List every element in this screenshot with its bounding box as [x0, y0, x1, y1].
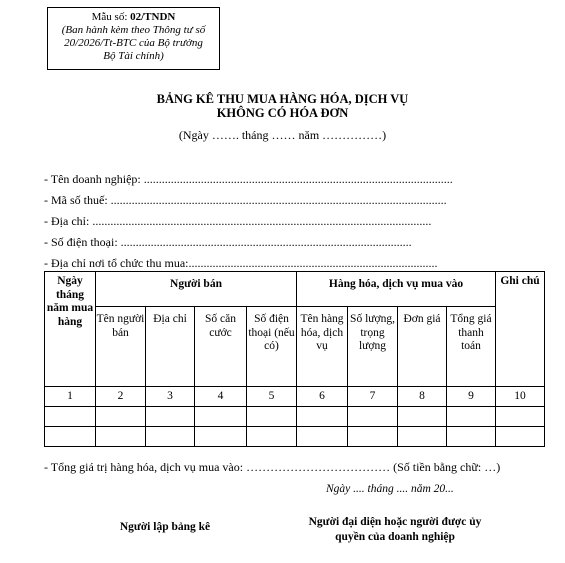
column-number: 4: [195, 387, 247, 407]
table-cell: [96, 427, 146, 447]
table-cell: [195, 427, 247, 447]
form-code: Mẫu số: 02/TNDN: [91, 11, 176, 23]
col-header-seller-id: Số căn cước: [195, 307, 247, 387]
signer-representative: [290, 515, 500, 545]
form-code-box: [47, 7, 220, 70]
group-header-seller: Người bán: [96, 272, 297, 307]
column-number: 5: [247, 387, 297, 407]
table-cell: [348, 407, 398, 427]
table-cell: [398, 407, 447, 427]
table-cell: [496, 427, 545, 447]
table-cell: [195, 407, 247, 427]
table-cell: [247, 427, 297, 447]
table-cell: [496, 407, 545, 427]
table-cell: [398, 427, 447, 447]
purchase-table: [44, 271, 545, 447]
table-cell: [297, 407, 348, 427]
field-company-name: - Tên doanh nghiệp: .......................................................................................................: [44, 172, 453, 186]
col-header-unit-price: Đơn giá: [398, 307, 447, 387]
column-number: 2: [96, 387, 146, 407]
col-header-total: Tổng giá thanh toán: [447, 307, 496, 387]
table-cell: [146, 407, 195, 427]
field-address: - Địa chỉ: .................................................................................................................: [44, 214, 432, 228]
table-row: [45, 427, 545, 447]
column-number-row: [45, 387, 545, 407]
table-row: [45, 407, 545, 427]
table-cell: [45, 427, 96, 447]
form-issued-line3: Bộ Tài chính): [103, 50, 164, 62]
signer-representative-line2: quyền của doanh nghiệp: [335, 531, 455, 543]
table-cell: [96, 407, 146, 427]
column-number: 1: [45, 387, 96, 407]
table-cell: [146, 427, 195, 447]
field-tax-code: - Mã số thuế: ................................................................................................................: [44, 193, 447, 207]
form-issued-line1: (Ban hành kèm theo Thông tư số: [61, 24, 206, 36]
signing-date: Ngày .... tháng .... năm 20...: [326, 483, 454, 495]
col-header-quantity: Số lượng, trọng lượng: [348, 307, 398, 387]
table-cell: [247, 407, 297, 427]
table-cell: [447, 407, 496, 427]
col-header-date: Ngày tháng năm mua hàng: [45, 272, 96, 387]
column-number: 10: [496, 387, 545, 407]
col-header-seller-name: Tên người bán: [96, 307, 146, 387]
group-header-goods: Hàng hóa, dịch vụ mua vào: [297, 272, 496, 307]
column-number: 8: [398, 387, 447, 407]
document-date-line: (Ngày ……. tháng …… năm ……………): [178, 128, 387, 142]
signer-preparer: Người lập bảng kê: [119, 521, 211, 533]
column-number: 6: [297, 387, 348, 407]
column-number: 9: [447, 387, 496, 407]
signer-representative-line1: Người đại diện hoặc người được ủy: [308, 516, 482, 528]
col-header-seller-phone: Số điện thoại (nếu có): [247, 307, 297, 387]
form-issued-line2: 20/2026/Tt-BTC của Bộ trưởng: [64, 37, 203, 49]
field-phone: - Số điện thoại: .................................................................................................: [44, 235, 412, 249]
col-header-seller-address: Địa chỉ: [146, 307, 195, 387]
column-number: 7: [348, 387, 398, 407]
col-header-note: Ghi chú: [496, 272, 545, 387]
table-cell: [348, 427, 398, 447]
total-value-line: - Tổng giá trị hàng hóa, dịch vụ mua vào: ……………………………… (Số tiền bằng chữ: …): [44, 460, 501, 474]
field-purchase-location: - Địa chỉ nơi tổ chức thu mua:...................................................................................: [44, 256, 438, 270]
col-header-goods-name: Tên hàng hóa, dịch vụ: [297, 307, 348, 387]
table-cell: [45, 407, 96, 427]
table-cell: [297, 427, 348, 447]
document-title-line2: KHÔNG CÓ HÓA ĐƠN: [216, 106, 349, 120]
column-number: 3: [146, 387, 195, 407]
document-title-line1: BẢNG KÊ THU MUA HÀNG HÓA, DỊCH VỤ: [156, 92, 409, 106]
table-cell: [447, 427, 496, 447]
